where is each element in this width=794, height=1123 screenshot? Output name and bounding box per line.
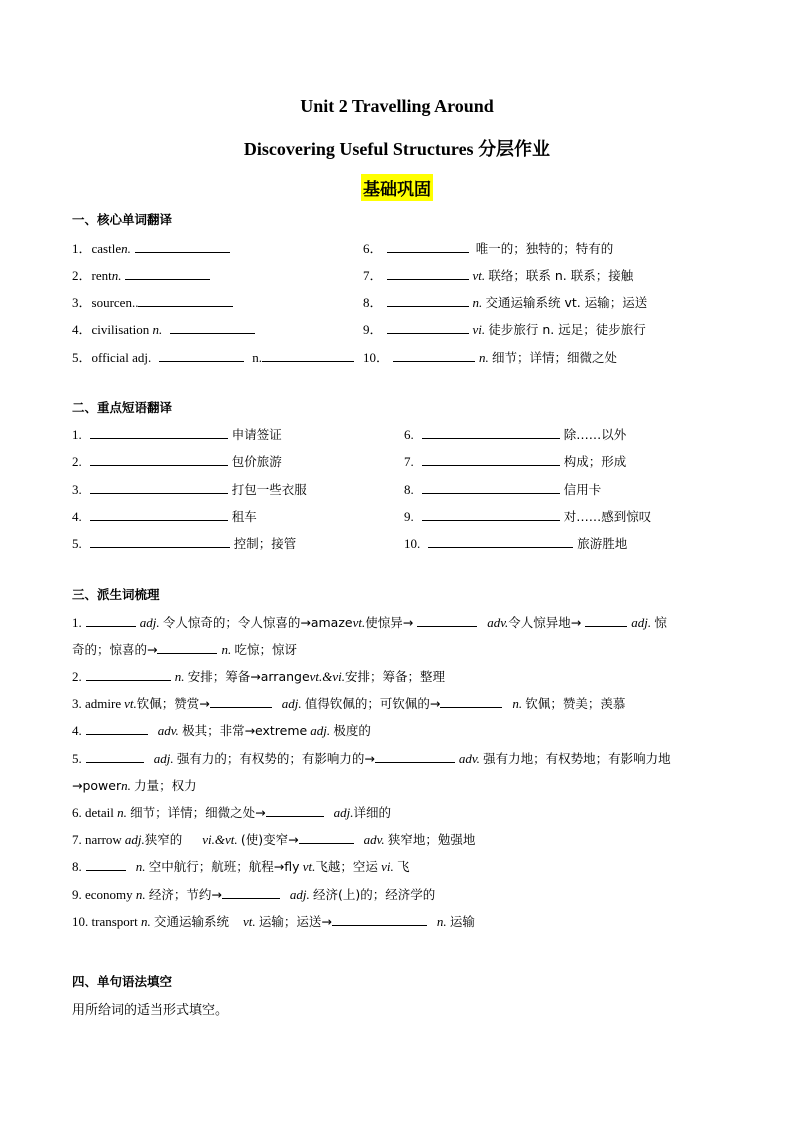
s3-line-9 <box>72 885 435 903</box>
item-number: 7. narrow <box>72 832 122 847</box>
answer-blank[interactable] <box>222 886 280 899</box>
pos: n. <box>135 887 146 902</box>
pos: vt. <box>472 268 486 283</box>
meaning: 值得钦佩的；可钦佩的→ <box>304 696 441 711</box>
s2-right-item-7 <box>404 452 626 470</box>
answer-blank[interactable] <box>157 641 217 654</box>
meaning: 令人惊异地→ <box>508 615 582 630</box>
answer-blank[interactable] <box>90 481 228 494</box>
item-number: 6． <box>363 241 383 256</box>
meaning: 租车 <box>231 509 257 524</box>
answer-blank[interactable] <box>86 722 148 735</box>
item-number: 5. <box>72 751 82 766</box>
level-badge: 基础巩固 <box>361 174 433 201</box>
s1-right-item-6 <box>363 238 613 257</box>
item-number: 10. transport <box>72 914 138 929</box>
word: source <box>91 295 126 310</box>
meaning: 运输；运送→ <box>258 914 332 929</box>
s3-line-5-cont <box>72 776 197 794</box>
item-number: 5. <box>72 536 82 551</box>
meaning: 令人惊奇的；令人惊喜的→amaze <box>162 615 353 630</box>
pos: n. <box>135 859 146 874</box>
meaning: 吃惊；惊讶 <box>234 642 297 657</box>
item-number: 8． <box>363 295 383 310</box>
s3-line-8 <box>72 857 410 875</box>
answer-blank[interactable] <box>387 321 469 334</box>
meaning: →power <box>72 778 122 793</box>
s1-left-item-1 <box>72 238 234 257</box>
page-title: Unit 2 Travelling Around <box>300 96 494 116</box>
meaning: 经济；节约→ <box>148 887 222 902</box>
section4-heading: 四、单句语法填空 <box>72 974 173 989</box>
meaning: 信用卡 <box>563 482 602 497</box>
pos: n. <box>436 914 447 929</box>
meaning: 控制；接管 <box>233 536 297 551</box>
pos: n. <box>479 350 489 365</box>
s3-line-5 <box>72 749 671 767</box>
pos: vi. <box>472 322 486 337</box>
meaning: 构成；形成 <box>563 454 627 469</box>
meaning: 极其；非常→extreme <box>182 723 308 738</box>
pos: n. <box>221 642 232 657</box>
pos: adv. <box>157 723 179 738</box>
meaning: 详细的 <box>353 805 392 820</box>
answer-blank[interactable] <box>422 508 560 521</box>
pos: adj. <box>289 887 310 902</box>
answer-blank[interactable] <box>422 453 560 466</box>
item-number: 1. <box>72 615 82 630</box>
s3-line-1-cont <box>72 640 297 658</box>
answer-blank[interactable] <box>387 267 469 280</box>
pos: vt. <box>124 696 137 711</box>
pos: n. <box>117 805 127 820</box>
meaning: 对……感到惊叹 <box>563 509 652 524</box>
meaning: 徒步旅行 n. 远足；徒步旅行 <box>488 322 646 337</box>
s2-right-item-10 <box>404 534 627 552</box>
s1-right-item-9 <box>363 319 646 338</box>
item-number: 8. <box>72 859 82 874</box>
item-number: 9． <box>363 322 383 337</box>
meaning: 打包一些衣服 <box>231 482 307 497</box>
item-number: 9. <box>404 509 414 524</box>
answer-blank[interactable] <box>210 695 272 708</box>
pos: n. <box>140 914 151 929</box>
pos: vt. <box>242 914 256 929</box>
s2-right-item-9 <box>404 507 651 525</box>
pos: n. <box>512 696 523 711</box>
s1-right-item-7 <box>363 265 633 284</box>
s3-line-4 <box>72 721 371 739</box>
answer-blank[interactable] <box>138 294 233 307</box>
pos: adj. <box>281 696 302 711</box>
item-number: 1． <box>72 241 92 256</box>
pos: n. <box>174 669 185 684</box>
item-number: 4． <box>72 322 92 337</box>
s1-left-item-4 <box>72 319 259 338</box>
meaning: 细节；详情；细微之处 <box>492 350 618 365</box>
pos: adj. <box>333 805 354 820</box>
s1-right-item-8 <box>363 292 647 311</box>
meaning: 奇的；惊喜的→ <box>72 642 158 657</box>
meaning: 钦佩；赞美；羡慕 <box>525 696 626 711</box>
answer-blank[interactable] <box>393 349 475 362</box>
meaning: 强有力地；有权势地；有影响力地 <box>483 751 671 766</box>
meaning: 唯一的；独特的；特有的 <box>475 241 614 256</box>
answer-blank[interactable] <box>90 453 228 466</box>
item-number: 3. <box>72 482 82 497</box>
item-number: 8. <box>404 482 414 497</box>
meaning: 使惊异→ <box>365 615 414 630</box>
section1-heading: 一、核心单词翻译 <box>72 212 173 227</box>
s2-right-item-6 <box>404 425 626 443</box>
meaning: 强有力的；有权势的；有影响力的→ <box>176 751 375 766</box>
answer-blank[interactable] <box>417 614 477 627</box>
s3-line-10 <box>72 912 475 930</box>
pos: n. <box>111 268 122 283</box>
answer-blank[interactable] <box>159 349 244 362</box>
pos: vt. <box>352 615 366 630</box>
item-number: 10． <box>363 350 390 365</box>
meaning: 空中航行；航班；航程→fly <box>148 859 300 874</box>
meaning: 极度的 <box>333 723 371 738</box>
pos: adj. <box>631 615 652 630</box>
s3-line-6 <box>72 803 391 821</box>
answer-blank[interactable] <box>428 535 573 548</box>
item-number: 2. <box>72 669 82 684</box>
pos: vt.&vi. <box>309 669 346 684</box>
meaning: 交通运输系统 vt. 运输；运送 <box>485 295 648 310</box>
meaning: 申请签证 <box>231 427 282 442</box>
pos: n. <box>472 295 483 310</box>
answer-blank[interactable] <box>125 267 210 280</box>
s3-line-3 <box>72 694 625 712</box>
meaning: 联络；联系 n. 联系；接触 <box>488 268 634 283</box>
word: official adj. <box>91 350 152 365</box>
s3-line-2 <box>72 667 445 685</box>
answer-blank[interactable] <box>266 804 324 817</box>
answer-blank[interactable] <box>90 508 228 521</box>
meaning: 包价旅游 <box>231 454 282 469</box>
pos: n.. <box>125 295 139 310</box>
word: castle <box>91 241 122 256</box>
meaning: 经济(上)的；经济学的 <box>313 887 436 902</box>
answer-blank[interactable] <box>90 426 228 439</box>
s1-left-item-3 <box>72 292 237 311</box>
answer-blank[interactable] <box>90 535 230 548</box>
answer-blank[interactable] <box>86 668 171 681</box>
item-number: 6. <box>404 427 414 442</box>
meaning: 钦佩；赞赏→ <box>136 696 210 711</box>
meaning: 飞 <box>397 859 410 874</box>
pos: adv. <box>363 832 385 847</box>
meaning: 旅游胜地 <box>577 536 628 551</box>
s2-left-item-4 <box>72 507 257 525</box>
s1-right-item-10 <box>363 347 617 366</box>
s1-left-item-2 <box>72 265 214 284</box>
pos: vi. <box>381 859 394 874</box>
answer-blank[interactable] <box>262 349 354 362</box>
pos: n. <box>252 350 262 365</box>
pos: adj. <box>139 615 160 630</box>
meaning: 力量；权力 <box>134 778 197 793</box>
meaning: 交通运输系统 <box>153 914 229 929</box>
item-number: 3. admire <box>72 696 122 711</box>
item-number: 4. <box>72 723 82 738</box>
section3-heading: 三、派生词梳理 <box>72 587 160 602</box>
answer-blank[interactable] <box>170 321 255 334</box>
pos: n. <box>121 241 131 256</box>
answer-blank[interactable] <box>332 913 427 926</box>
page-subtitle: Discovering Useful Structures 分层作业 <box>243 139 551 159</box>
section2-heading: 二、重点短语翻译 <box>72 400 173 415</box>
answer-blank[interactable] <box>440 695 502 708</box>
item-number: 10. <box>404 536 421 551</box>
meaning: 安排；筹备；整理 <box>345 669 446 684</box>
item-number: 1. <box>72 427 82 442</box>
s2-left-item-2 <box>72 452 282 470</box>
pos: n. <box>121 778 131 793</box>
meaning: 安排；筹备→arrange <box>187 669 310 684</box>
answer-blank[interactable] <box>375 750 455 763</box>
level-badge-wrap <box>0 174 794 201</box>
meaning: 除……以外 <box>563 427 627 442</box>
s3-line-7 <box>72 830 475 848</box>
item-number: 5． <box>72 350 92 365</box>
section4-instruction: 用所给词的适当形式填空。 <box>72 1003 229 1018</box>
item-number: 6. detail <box>72 805 114 820</box>
item-number: 7. <box>404 454 414 469</box>
answer-blank[interactable] <box>86 858 126 871</box>
pos: vt. <box>302 859 316 874</box>
pos: n. <box>152 322 163 337</box>
meaning: 狭窄地；勉强地 <box>387 832 476 847</box>
item-number: 7． <box>363 268 383 283</box>
answer-blank[interactable] <box>299 831 354 844</box>
answer-blank[interactable] <box>422 426 560 439</box>
answer-blank[interactable] <box>86 750 144 763</box>
answer-blank[interactable] <box>422 481 560 494</box>
item-number: 2． <box>72 268 92 283</box>
pos: vi.&vt. <box>202 832 238 847</box>
item-number: 4. <box>72 509 82 524</box>
answer-blank[interactable] <box>135 240 230 253</box>
meaning: 飞越；空运 <box>315 859 378 874</box>
meaning: 运输 <box>449 914 475 929</box>
meaning: 狭窄的 <box>144 832 183 847</box>
pos: adv. <box>458 751 480 766</box>
pos: adj. <box>310 723 331 738</box>
s1-left-item-5 <box>72 347 358 366</box>
meaning: (使)变窄→ <box>240 832 299 847</box>
word: civilisation <box>91 322 150 337</box>
meaning: 惊 <box>654 615 667 630</box>
pos: adj. <box>153 751 174 766</box>
s3-line-1 <box>72 613 667 631</box>
answer-blank[interactable] <box>387 240 469 253</box>
answer-blank[interactable] <box>585 614 627 627</box>
item-number: 9. economy <box>72 887 133 902</box>
pos: adv. <box>487 615 509 630</box>
answer-blank[interactable] <box>86 614 136 627</box>
item-number: 3． <box>72 295 92 310</box>
meaning: 细节；详情；细微之处→ <box>130 805 266 820</box>
s2-left-item-1 <box>72 425 282 443</box>
item-number: 2. <box>72 454 82 469</box>
s2-right-item-8 <box>404 480 601 498</box>
s2-left-item-3 <box>72 480 307 498</box>
word: rent <box>91 268 112 283</box>
s2-left-item-5 <box>72 534 296 552</box>
pos: adj. <box>124 832 145 847</box>
answer-blank[interactable] <box>387 294 469 307</box>
